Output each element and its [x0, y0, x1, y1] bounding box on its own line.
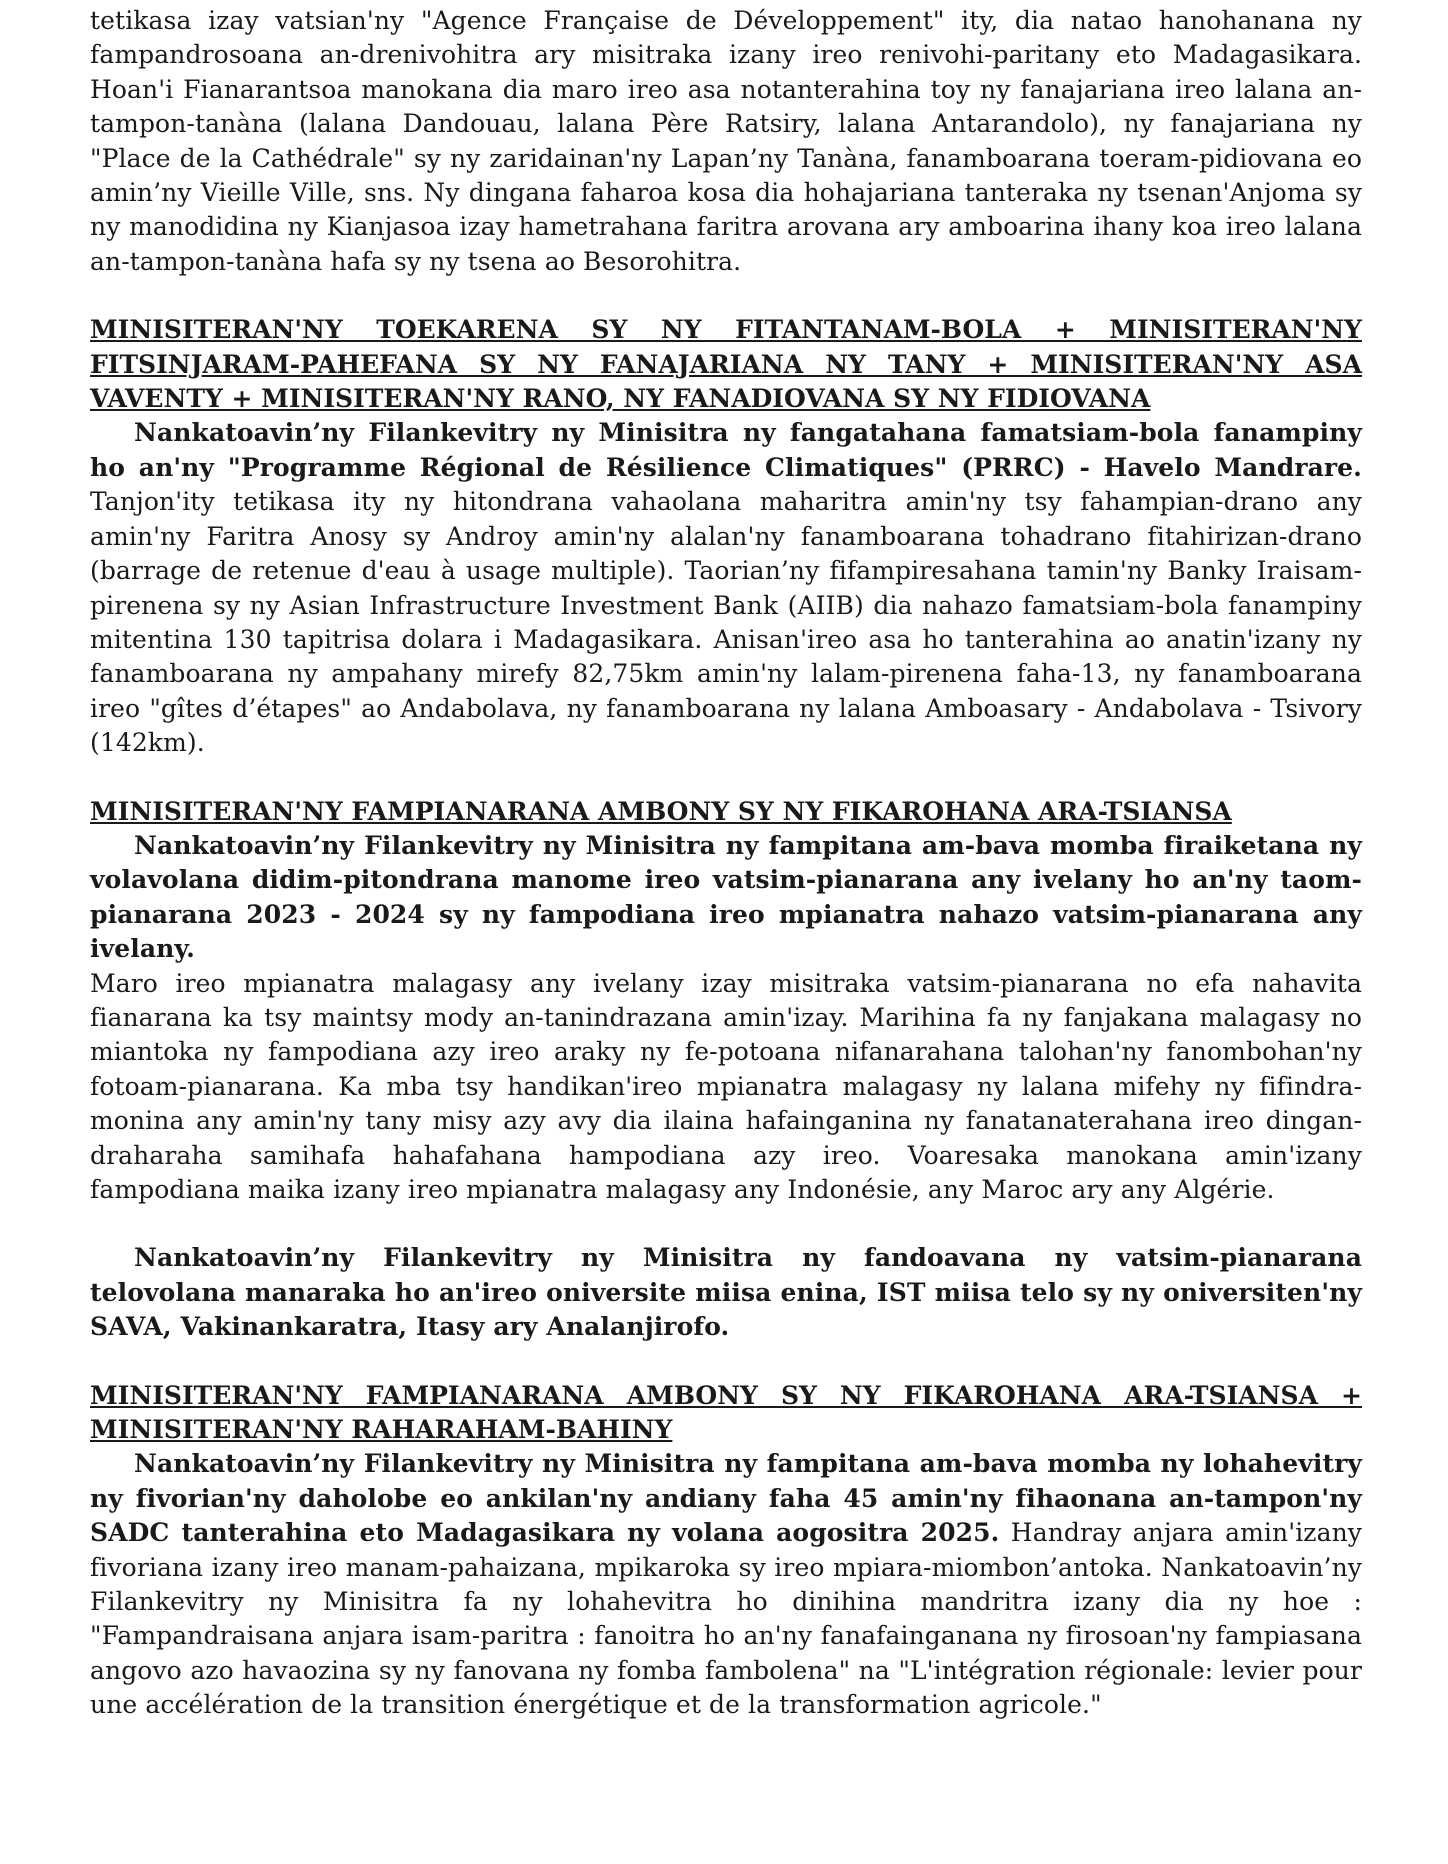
spacer	[90, 1345, 1362, 1379]
section-heading-higher-education-foreign-affairs: MINISITERAN'NY FAMPIANARANA AMBONY SY NY FIKAROHANA ARA-TSIANSA + MINISITERAN'NY RAHARAHAM-BAHINY	[90, 1380, 1362, 1445]
spacer	[90, 761, 1362, 795]
document-page	[90, 4, 1362, 1723]
decision-lead-universities: Nankatoavin’ny Filankevitry ny Minisitra ny fandoavana ny vatsim-pianarana telovolana manaraka ho an'ireo oniversite miisa enina, IST miisa telo sy ny oniversiten'ny SAVA, Vakinankaratra, Itasy ary Analanjirofo.	[90, 1243, 1362, 1342]
section-heading-economy: MINISITERAN'NY TOEKARENA SY NY FITANTANAM-BOLA + MINISITERAN'NY FITSINJARAM-PAHEFANA SY NY FANAJARIANA NY TANY + MINISITERAN'NY ASA VAVENTY + MINISITERAN'NY RANO, NY FANADIOVANA SY NY FIDIOVANA	[90, 315, 1362, 414]
decision-lead: Nankatoavin’ny Filankevitry ny Minisitra ny fampitana am-bava momba ny lohahevitry ny fivorian'ny daholobe eo ankilan'ny andiany faha 45 amin'ny fihaonana an-tampon'ny SADC tanterahina eto Madagasikara ny volana aogositra 2025.	[90, 1449, 1362, 1548]
decision-lead-scholarships: Nankatoavin’ny Filankevitry ny Minisitra ny fampitana am-bava momba firaiketana ny volavolana didim-pitondrana manome ireo vatsim-pianarana any ivelany ho an'ny taom-pianarana 2023 - 2024 sy ny fampodiana ireo mpianatra nahazo vatsim-pianarana any ivelany.	[90, 830, 1362, 964]
paragraph-continued: tetikasa izay vatsian'ny "Agence Française de Développement" ity, dia natao hanohanana ny fampandrosoana an-drenivohitra ary misitraka izany ireo renivohi-paritany eto Madagasikara. Hoan'i Fianarantsoa manokana dia maro ireo asa notanterahina toy ny fanajariana ireo lalana an-tampon-tanàna (lalana Dandouau, lalana Père Ratsiry, lalana Antarandolo), ny fanajariana ny "Place de la Cathédrale" sy ny zaridainan'ny Lapan’ny Tanàna, fanamboarana toeram-pidiovana eo amin’ny Vieille Ville, sns. Ny dingana faharoa kosa dia hohajariana tanteraka ny tsenan'Anjoma sy ny manodidina ny Kianjasoa izay hametrahana faritra arovana ary amboarina ihany koa ireo lalana an-tampon-tanàna hafa sy ny tsena ao Besorohitra.	[90, 6, 1362, 276]
paragraph-sadc	[90, 1447, 1362, 1722]
paragraph-prrc	[90, 416, 1362, 760]
paragraph-scholarships: Maro ireo mpianatra malagasy any ivelany izay misitraka vatsim-pianarana no efa nahavita fianarana ka tsy maintsy mody an-tanindrazana amin'izay. Marihina fa ny fanjakana malagasy no miantoka ny fampodiana azy ireo araky ny fe-potoana nifanarahana talohan'ny fanombohan'ny fotoam-pianarana. Ka mba tsy handikan'ireo mpianatra malagasy ny lalana mifehy ny fifindra-monina any amin'ny tany misy azy avy dia ilaina hafainganina ny fanatanaterahana ireo dingan-draharaha samihafa hahafahana hampodiana azy ireo. Voaresaka manokana amin'izany fampodiana maika izany ireo mpianatra malagasy any Indonésie, any Maroc ary any Algérie.	[90, 968, 1362, 1204]
decision-lead: Nankatoavin’ny Filankevitry ny Minisitra ny fangatahana famatsiam-bola fanampiny ho an'ny "Programme Régional de Résilience Climatiques" (PRRC) - Havelo Mandrare.	[90, 418, 1362, 482]
section-heading-higher-education: MINISITERAN'NY FAMPIANARANA AMBONY SY NY FIKAROHANA ARA-TSIANSA	[90, 796, 1232, 826]
spacer	[90, 1207, 1362, 1241]
decision-body: Handray anjara amin'izany fivoriana izany ireo manam-pahaizana, mpikaroka sy ireo mpiara-miombon’antoka. Nankatoavin’ny Filankevitry ny Minisitra fa ny lohahevitra ho dinihina mandritra izany dia ny hoe : "Fampandraisana anjara isam-paritra : fanoitra ho an'ny fanafainganana ny firosoan'ny fampiasana angovo azo havaozina sy ny fanovana ny fomba fambolena" na "L'intégration régionale: levier pour une accélération de la transition énergétique et de la transformation agricole."	[90, 1518, 1362, 1720]
decision-body: Tanjon'ity tetikasa ity ny hitondrana vahaolana maharitra amin'ny tsy fahampian-drano any amin'ny Faritra Anosy sy Androy amin'ny alalan'ny fanamboarana tohadrano fitahirizan-drano (barrage de retenue d'eau à usage multiple). Taorian’ny fifampiresahana tamin'ny Banky Iraisam-pirenena sy ny Asian Infrastructure Investment Bank (AIIB) dia nahazo famatsiam-bola fanampiny mitentina 130 tapitrisa dolara i Madagasikara. Anisan'ireo asa ho tanterahina ao anatin'izany ny fanamboarana ny ampahany mirefy 82,75km amin'ny lalam-pirenena faha-13, ny fanamboarana ireo "gîtes d’étapes" ao Andabolava, ny fanamboarana ny lalana Amboasary - Andabolava - Tsivory (142km).	[90, 487, 1362, 758]
spacer	[90, 279, 1362, 313]
